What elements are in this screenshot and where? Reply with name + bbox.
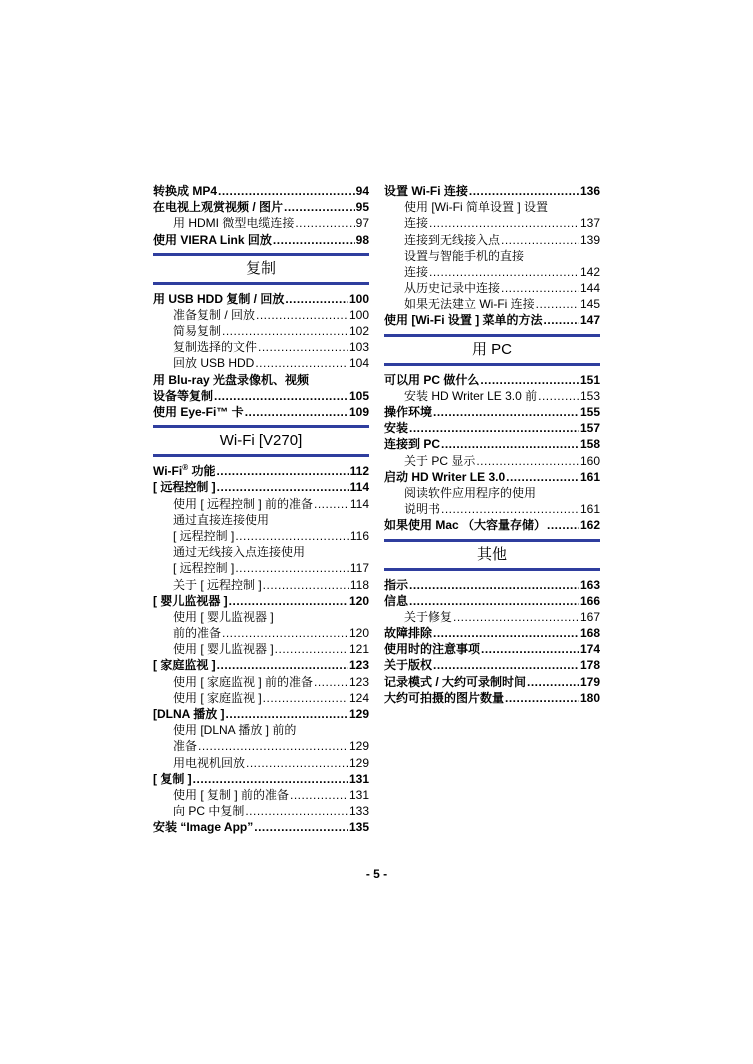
toc-subentry[interactable]: 关于修复 ..... 167 (384, 609, 600, 625)
toc-subentry[interactable]: 阅读软件应用程序的使用 (404, 485, 537, 500)
toc-entry[interactable]: 信息 ..... 166 (384, 593, 600, 609)
toc-subentry[interactable]: 向 PC 中复制 ..... 133 (153, 803, 369, 819)
section-header-wifi (153, 425, 369, 457)
toc-group (153, 183, 369, 248)
toc-group (384, 577, 600, 707)
toc-entry[interactable]: 记录模式 / 大约可录制时间 ..... 179 (384, 674, 600, 690)
toc-entry[interactable]: 使用 Eye-Fi™ 卡 ..... 109 (153, 404, 369, 420)
toc-group (153, 463, 369, 835)
toc-subentry[interactable]: 连接 ..... 137 (384, 215, 600, 231)
toc-subentry[interactable]: [ 远程控制 ] ..... 116 (153, 528, 369, 544)
toc-subentry[interactable]: 连接 ..... 142 (384, 264, 600, 280)
toc-subentry[interactable]: 关于 [ 远程控制 ] ..... 118 (153, 577, 369, 593)
toc-subentry[interactable]: 用 HDMI 微型电缆连接 ..... 97 (153, 215, 369, 231)
page-number: - 5 - (365, 867, 388, 881)
toc-subentry[interactable]: 从历史记录中连接 ..... 144 (384, 280, 600, 296)
toc-entry[interactable]: 用 Blu-ray 光盘录像机、视频 (153, 372, 310, 387)
toc-left-column (153, 183, 369, 836)
toc-subentry[interactable]: 使用 [ 远程控制 ] 前的准备 ..... 114 (153, 496, 369, 512)
toc-group (384, 372, 600, 534)
toc-subentry[interactable]: 使用 [ 婴儿监视器 ] (173, 609, 274, 624)
toc-entry[interactable]: [ 家庭监视 ] ..... 123 (153, 658, 369, 674)
toc-entry[interactable]: 安装 ..... 157 (384, 420, 600, 436)
toc-subentry[interactable]: 准备复制 / 回放 ..... 100 (153, 307, 369, 323)
section-title: 用 PC (471, 340, 512, 358)
toc-entry[interactable]: 安装 “Image App” ..... 135 (153, 819, 369, 835)
toc-subentry[interactable]: 前的准备 ..... 120 (153, 625, 369, 641)
toc-entry[interactable]: 转换成 MP4 ..... 94 (153, 183, 369, 199)
toc-right-column (384, 183, 600, 706)
toc-entry[interactable]: 关于版权 ..... 178 (384, 658, 600, 674)
toc-entry[interactable]: 可以用 PC 做什么 ..... 151 (384, 372, 600, 388)
toc-group (384, 183, 600, 329)
toc-entry[interactable]: 设备等复制 ..... 105 (153, 388, 369, 404)
toc-subentry[interactable]: 如果无法建立 Wi-Fi 连接 ..... 145 (384, 296, 600, 312)
toc-entry[interactable]: 用 USB HDD 复制 / 回放 ..... 100 (153, 291, 369, 307)
toc-entry[interactable]: [ 远程控制 ] ..... 114 (153, 479, 369, 495)
section-header-other (384, 539, 600, 571)
toc-subentry[interactable]: 回放 USB HDD ..... 104 (153, 356, 369, 372)
section-header-pc (384, 334, 600, 366)
toc-subentry[interactable]: 准备 ..... 129 (153, 738, 369, 754)
toc-subentry[interactable]: 安装 HD Writer LE 3.0 前 ..... 153 (384, 388, 600, 404)
toc-entry[interactable]: 如果使用 Mac （大容量存储） ..... 162 (384, 517, 600, 533)
toc-entry[interactable]: 操作环境 ..... 155 (384, 404, 600, 420)
toc-subentry[interactable]: 用电视机回放 ..... 129 (153, 755, 369, 771)
section-title: Wi-Fi [V270] (219, 432, 303, 450)
toc-entry[interactable]: 连接到 PC ..... 158 (384, 436, 600, 452)
toc-entry[interactable]: 指示 ..... 163 (384, 577, 600, 593)
section-title: 其他 (476, 545, 507, 563)
toc-subentry[interactable]: 使用 [DLNA 播放 ] 前的 (173, 723, 297, 738)
toc-subentry[interactable]: 简易复制 ..... 102 (153, 323, 369, 339)
section-rule (384, 568, 600, 571)
toc-entry[interactable]: 使用时的注意事项 ..... 174 (384, 641, 600, 657)
toc-entry[interactable]: 大约可拍摄的图片数量 ..... 180 (384, 690, 600, 706)
toc-entry[interactable]: [DLNA 播放 ] ..... 129 (153, 706, 369, 722)
section-rule (153, 282, 369, 285)
toc-subentry[interactable]: 使用 [ 家庭监视 ] 前的准备 ..... 123 (153, 674, 369, 690)
section-header-copy (153, 253, 369, 285)
toc-entry[interactable]: 在电视上观赏视频 / 图片 ..... 95 (153, 199, 369, 215)
section-rule (384, 363, 600, 366)
toc-subentry[interactable]: [ 远程控制 ] ..... 117 (153, 560, 369, 576)
toc-entry[interactable]: 使用 VIERA Link 回放 ..... 98 (153, 232, 369, 248)
toc-subentry[interactable]: 关于 PC 显示 ..... 160 (384, 453, 600, 469)
toc-subentry[interactable]: 说明书 ..... 161 (384, 501, 600, 517)
toc-subentry[interactable]: 通过无线接入点连接使用 (173, 545, 306, 560)
toc-entry[interactable]: [ 婴儿监视器 ] ..... 120 (153, 593, 369, 609)
section-title: 复制 (245, 259, 276, 277)
toc-subentry[interactable]: 使用 [Wi-Fi 简单设置 ] 设置 (404, 200, 548, 215)
toc-subentry[interactable]: 使用 [ 婴儿监视器 ] ..... 121 (153, 641, 369, 657)
toc-subentry[interactable]: 使用 [ 家庭监视 ] ..... 124 (153, 690, 369, 706)
toc-entry[interactable]: [ 复制 ] ..... 131 (153, 771, 369, 787)
toc-entry[interactable]: 故障排除 ..... 168 (384, 625, 600, 641)
toc-entry[interactable]: 启动 HD Writer LE 3.0 ..... 161 (384, 469, 600, 485)
toc-subentry[interactable]: 设置与智能手机的直接 (404, 248, 525, 263)
toc-entry[interactable]: 使用 [Wi-Fi 设置 ] 菜单的方法 ..... 147 (384, 313, 600, 329)
section-rule (153, 454, 369, 457)
toc-subentry[interactable]: 复制选择的文件 ..... 103 (153, 339, 369, 355)
toc-entry[interactable]: 设置 Wi-Fi 连接 ..... 136 (384, 183, 600, 199)
toc-subentry[interactable]: 连接到无线接入点 ..... 139 (384, 232, 600, 248)
toc-subentry[interactable]: 使用 [ 复制 ] 前的准备 ..... 131 (153, 787, 369, 803)
toc-group (153, 291, 369, 421)
toc-subentry[interactable]: 通过直接连接使用 (173, 512, 270, 527)
toc-entry[interactable]: Wi-Fi® 功能 ..... 112 (153, 463, 369, 479)
